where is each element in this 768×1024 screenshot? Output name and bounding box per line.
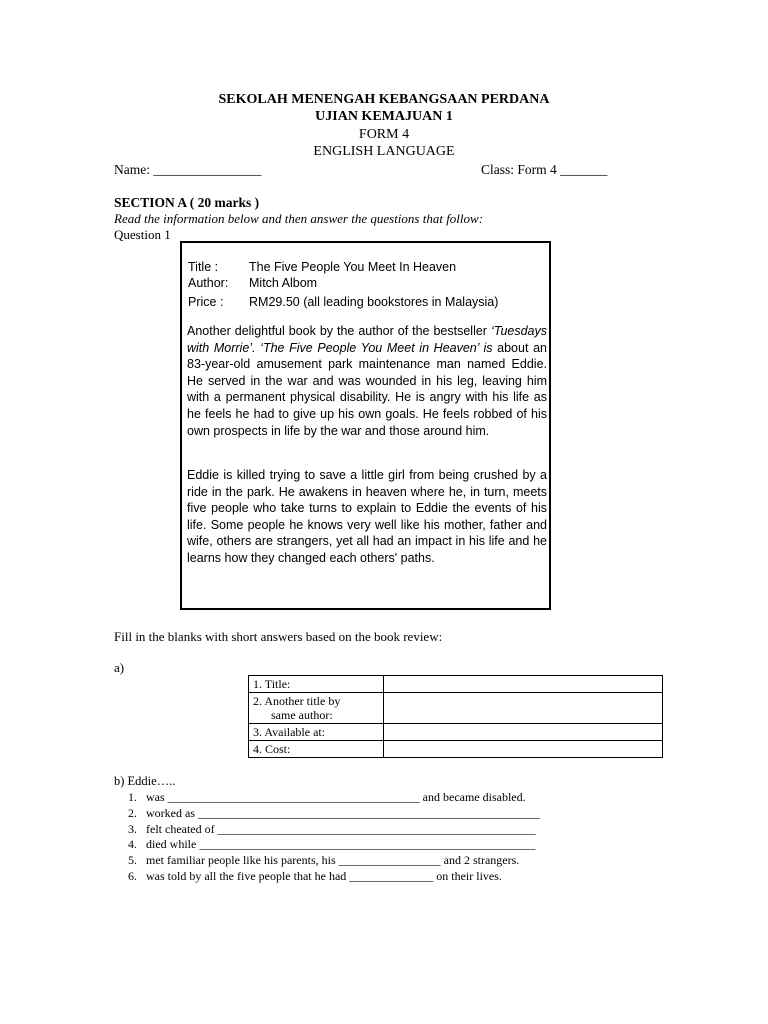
subject: ENGLISH LANGUAGE	[313, 144, 455, 159]
row-label	[249, 693, 384, 724]
table-row	[249, 724, 663, 741]
part-b-label: b) Eddie…..	[114, 774, 176, 788]
book-title-1: ‘Tuesdays with Morrie’.	[187, 324, 547, 355]
blank-item[interactable]	[128, 822, 536, 837]
answer-table	[248, 675, 663, 758]
blank-item[interactable]	[128, 853, 519, 868]
item-number: 4.	[128, 837, 137, 851]
para1-rest: about an 83-year-old amusement park maintenance man named Eddie. He served in the war and was wounded in his leg, leaving him with a permanent physical disability. He is angry with his life as he feels he had to give up his own goals. He feels robbed of his own prospects in life by the war and those around him.	[187, 340, 547, 438]
item-text: met familiar people like his parents, his _________________ and 2 strangers.	[146, 853, 520, 867]
item-text: felt cheated of _____________________________________________________	[146, 822, 536, 836]
section-title: SECTION A ( 20 marks )	[114, 195, 260, 210]
review-price-label: Price :	[188, 295, 224, 309]
row-label: 3. Available at:	[249, 724, 384, 741]
blank-item[interactable]	[128, 790, 526, 805]
item-text: worked as _________________________________________________________	[146, 806, 540, 820]
review-author-value: Mitch Albom	[249, 276, 318, 290]
table-row	[249, 741, 663, 758]
book-title-2: ‘The Five People You Meet in Heaven’ is	[260, 340, 493, 355]
item-number: 2.	[128, 806, 137, 820]
name-field[interactable]: Name: ________________	[114, 162, 262, 177]
fill-instructions: Fill in the blanks with short answers based on the book review:	[114, 629, 443, 644]
review-author-label: Author:	[188, 276, 229, 290]
review-paragraph-2: Eddie is killed trying to save a little girl from being crushed by a ride in the park. He awakens in heaven where he, in turn, meets five people who take turns to explain to Eddie the events of his life. Some people he knows very well like his mother, father and wife, others are strangers, yet all had an impact in his life and he learns how they changed each others' paths.	[187, 468, 547, 565]
item-number: 6.	[128, 869, 137, 883]
review-title-label: Title :	[188, 260, 219, 274]
blank-item[interactable]	[128, 869, 502, 884]
item-number: 5.	[128, 853, 137, 867]
form-level: FORM 4	[358, 127, 410, 142]
exam-title: UJIAN KEMAJUAN 1	[315, 109, 453, 124]
section-instruction: Read the information below and then answer the questions that follow:	[114, 211, 484, 226]
part-a-label: a)	[114, 660, 125, 675]
table-row	[249, 693, 663, 724]
para1-start: Another delightful book by the author of the bestseller	[187, 324, 487, 338]
question-label: Question 1	[114, 227, 171, 242]
row-label-line2: same author:	[271, 708, 333, 722]
review-title-value: The Five People You Meet In Heaven	[249, 260, 457, 274]
school-name: SEKOLAH MENENGAH KEBANGSAAN PERDANA	[218, 92, 550, 107]
row-label: 4. Cost:	[249, 741, 384, 758]
answer-cell[interactable]	[384, 693, 663, 724]
review-price-value: RM29.50 (all leading bookstores in Malaysia)	[249, 295, 499, 309]
item-number: 3.	[128, 822, 137, 836]
item-number: 1.	[128, 790, 137, 804]
item-text: was __________________________________________ and became disabled.	[146, 790, 526, 804]
item-text: died while ________________________________________________________	[146, 837, 536, 851]
blank-item[interactable]	[128, 806, 540, 821]
answer-cell[interactable]	[384, 724, 663, 741]
answer-cell[interactable]	[384, 741, 663, 758]
review-paragraph-1	[187, 323, 547, 439]
answer-cell[interactable]	[384, 676, 663, 693]
blank-item[interactable]	[128, 837, 535, 852]
table-row	[249, 676, 663, 693]
item-text: was told by all the five people that he had ______________ on their lives.	[146, 869, 502, 883]
class-field[interactable]: Class: Form 4 _______	[481, 162, 608, 177]
row-label-line1: 2. Another title by	[253, 694, 341, 708]
row-label: 1. Title:	[249, 676, 384, 693]
